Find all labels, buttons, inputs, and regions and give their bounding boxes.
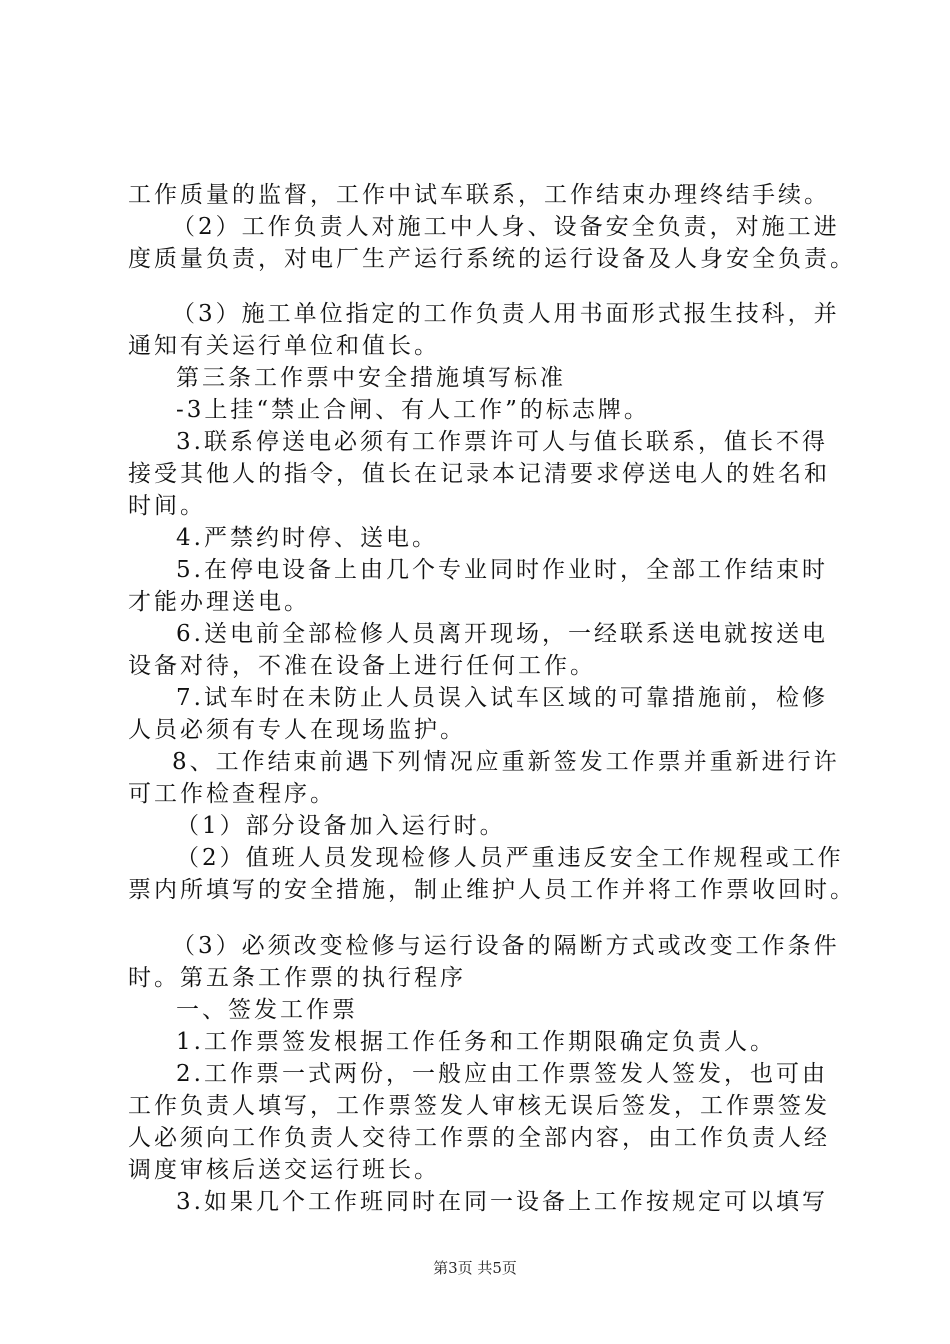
section-heading: 一、签发工作票 [176,997,358,1023]
text-line: 通知有关运行单位和值长。 [128,333,440,359]
text-line: 1.工作票签发根据工作任务和工作期限确定负责人。 [176,1029,776,1055]
text-line: 7.试车时在未防止人员误入试车区域的可靠措施前，检修 [176,685,828,711]
text-line: 接受其他人的指令，值长在记录本记清要求停送电人的姓名和 [128,461,830,487]
text-line: 工作质量的监督，工作中试车联系，工作结束办理终结手续。 [128,182,830,208]
text-line: 度质量负责，对电厂生产运行系统的运行设备及人身安全负责。 [128,246,856,272]
text-line: 3.联系停送电必须有工作票许可人与值长联系，值长不得 [176,429,828,455]
text-line: 时间。 [128,493,206,519]
text-line: 5.在停电设备上由几个专业同时作业时，全部工作结束时 [176,557,828,583]
text-line: 6.送电前全部检修人员离开现场，一经联系送电就按送电 [176,621,828,647]
text-line: 2.工作票一式两份，一般应由工作票签发人签发，也可由 [176,1061,828,1087]
text-line: 票内所填写的安全措施，制止维护人员工作并将工作票收回时。 [128,877,856,903]
text-line: 人员必须有专人在现场监护。 [128,717,466,743]
section-heading: 第三条工作票中安全措施填写标准 [176,365,566,391]
text-line: 调度审核后送交运行班长。 [128,1157,440,1183]
text-line: -3上挂“禁止合闸、有人工作”的标志牌。 [176,397,650,423]
text-line: 工作负责人填写，工作票签发人审核无误后签发，工作票签发 [128,1093,830,1119]
text-line: （3）施工单位指定的工作负责人用书面形式报生技科，并 [172,301,840,327]
text-line: 人必须向工作负责人交待工作票的全部内容，由工作负责人经 [128,1125,830,1151]
page-footer: 第3页 共5页 [433,1259,517,1277]
text-line: （3）必须改变检修与运行设备的隔断方式或改变工作条件 [172,933,840,959]
text-line: 8、工作结束前遇下列情况应重新签发工作票并重新进行许 [172,749,840,775]
text-line: 设备对待，不准在设备上进行任何工作。 [128,653,596,679]
text-line: 才能办理送电。 [128,589,310,615]
text-line: 时。第五条工作票的执行程序 [128,965,466,991]
text-line: （2）值班人员发现检修人员严重违反安全工作规程或工作 [176,845,844,871]
text-line: （2）工作负责人对施工中人身、设备安全负责，对施工进 [172,214,840,240]
text-line: 可工作检查程序。 [128,781,336,807]
text-line: （1）部分设备加入运行时。 [176,813,506,839]
text-line: 3.如果几个工作班同时在同一设备上工作按规定可以填写 [176,1189,828,1215]
text-line: 4.严禁约时停、送电。 [176,525,438,551]
